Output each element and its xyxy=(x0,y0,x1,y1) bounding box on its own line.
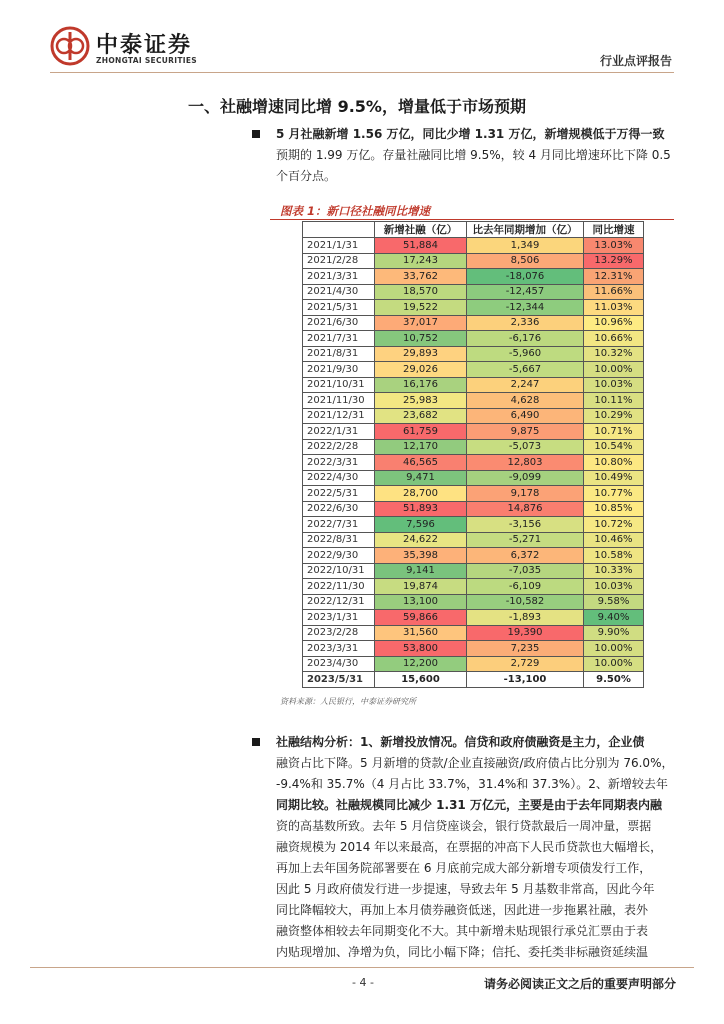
zhongtai-logo-icon xyxy=(50,26,90,66)
table-row xyxy=(303,253,644,269)
table-cell-date: 2022/8/31 xyxy=(303,532,375,548)
table-cell-date: 2021/4/30 xyxy=(303,284,375,300)
table-cell-new-financing: 31,560 xyxy=(375,625,467,641)
table-cell-date: 2022/7/31 xyxy=(303,517,375,533)
table-cell-new-financing: 9,471 xyxy=(375,470,467,486)
table-cell-date: 2021/2/28 xyxy=(303,253,375,269)
table-cell-new-financing: 24,622 xyxy=(375,532,467,548)
table-row xyxy=(303,439,644,455)
table-cell-yoy-change: 6,490 xyxy=(467,408,584,424)
table-cell-yoy-change: 2,729 xyxy=(467,656,584,672)
summary-line: 5 月社融新增 1.56 万亿，同比少增 1.31 万亿，新增规模低于万得一致 xyxy=(276,127,665,141)
table-cell-yoy-change: 14,876 xyxy=(467,501,584,517)
table-row xyxy=(303,455,644,471)
analysis-line: 融资整体相较去年同期变化不大。其中新增未贴现银行承兑汇票由于表 xyxy=(276,924,649,938)
table-row xyxy=(303,563,644,579)
table-cell-yoy-change: 19,390 xyxy=(467,625,584,641)
table-cell-yoy-change: -1,893 xyxy=(467,610,584,626)
table-row xyxy=(303,238,644,254)
table-cell-yoy-change: -10,582 xyxy=(467,594,584,610)
table-cell-date: 2022/4/30 xyxy=(303,470,375,486)
table-cell-date: 2021/3/31 xyxy=(303,269,375,285)
table-cell-date: 2021/9/30 xyxy=(303,362,375,378)
analysis-line: 社融结构分析：1、新增投放情况。信贷和政府债融资是主力，企业债 xyxy=(276,735,645,749)
table-body xyxy=(303,238,644,688)
table-cell-date: 2023/4/30 xyxy=(303,656,375,672)
table-cell-new-financing: 23,682 xyxy=(375,408,467,424)
table-row xyxy=(303,362,644,378)
table-cell-date: 2021/8/31 xyxy=(303,346,375,362)
table-cell-new-financing: 15,600 xyxy=(375,672,467,688)
table-row xyxy=(303,486,644,502)
table-cell-yoy-change: -5,271 xyxy=(467,532,584,548)
company-logo xyxy=(50,26,230,72)
figure-source: 资料来源：人民银行，中泰证券研究所 xyxy=(280,697,416,706)
page-number: - 4 - xyxy=(352,976,374,989)
table-row xyxy=(303,501,644,517)
table-cell-new-financing: 61,759 xyxy=(375,424,467,440)
table-cell-yoy-change: 8,506 xyxy=(467,253,584,269)
analysis-line: 因此 5 月政府债发行进一步提速，导致去年 5 月基数非常高，因此今年 xyxy=(276,882,655,896)
table-cell-new-financing: 19,522 xyxy=(375,300,467,316)
table-cell-yoy-change: -12,457 xyxy=(467,284,584,300)
table-cell-yoy-growth: 10.29% xyxy=(584,408,644,424)
table-row xyxy=(303,532,644,548)
table-cell-date: 2021/6/30 xyxy=(303,315,375,331)
analysis-line: 融资占比下降。5 月新增的贷款/企业直接融资/政府债占比分别为 76.0%， xyxy=(276,756,674,770)
table-cell-new-financing: 37,017 xyxy=(375,315,467,331)
table-cell-date: 2022/3/31 xyxy=(303,455,375,471)
table-cell-yoy-change: 9,178 xyxy=(467,486,584,502)
table-cell-date: 2021/7/31 xyxy=(303,331,375,347)
logo-chinese-name: 中泰证券 xyxy=(96,33,193,58)
table-row xyxy=(303,672,644,688)
table-cell-date: 2022/12/31 xyxy=(303,594,375,610)
table-cell-yoy-growth: 10.72% xyxy=(584,517,644,533)
header-divider xyxy=(50,72,674,73)
table-cell-yoy-growth: 10.03% xyxy=(584,579,644,595)
table-cell-yoy-growth: 10.46% xyxy=(584,532,644,548)
table-cell-new-financing: 51,893 xyxy=(375,501,467,517)
table-cell-yoy-growth: 10.54% xyxy=(584,439,644,455)
table-cell-yoy-growth: 10.77% xyxy=(584,486,644,502)
table-cell-date: 2022/11/30 xyxy=(303,579,375,595)
table-header-date xyxy=(303,222,375,238)
table-cell-date: 2021/10/31 xyxy=(303,377,375,393)
table-row xyxy=(303,625,644,641)
table-cell-yoy-growth: 10.00% xyxy=(584,641,644,657)
figure-title-rule xyxy=(270,219,674,220)
analysis-line: 内贴现增加、净增为负，同比小幅下降；信托、委托类非标融资延续温 xyxy=(276,945,649,959)
table-cell-new-financing: 13,100 xyxy=(375,594,467,610)
table-cell-yoy-growth: 9.50% xyxy=(584,672,644,688)
table-row xyxy=(303,470,644,486)
table-cell-new-financing: 7,596 xyxy=(375,517,467,533)
table-cell-date: 2023/2/28 xyxy=(303,625,375,641)
logo-english-name: ZHONGTAI SECURITIES xyxy=(96,56,197,65)
table-row xyxy=(303,269,644,285)
table-cell-yoy-change: -18,076 xyxy=(467,269,584,285)
table-cell-yoy-growth: 13.03% xyxy=(584,238,644,254)
table-cell-yoy-change: 1,349 xyxy=(467,238,584,254)
table-cell-yoy-change: -6,176 xyxy=(467,331,584,347)
table-cell-yoy-growth: 13.29% xyxy=(584,253,644,269)
figure-title: 图表 1：新口径社融同比增速 xyxy=(280,204,431,218)
table-cell-date: 2023/5/31 xyxy=(303,672,375,688)
table-cell-new-financing: 9,141 xyxy=(375,563,467,579)
table-cell-yoy-growth: 10.96% xyxy=(584,315,644,331)
table-cell-date: 2023/3/31 xyxy=(303,641,375,657)
footer-disclaimer: 请务必阅读正文之后的重要声明部分 xyxy=(483,977,676,991)
table-cell-yoy-growth: 10.85% xyxy=(584,501,644,517)
table-cell-yoy-growth: 9.58% xyxy=(584,594,644,610)
table-cell-new-financing: 29,893 xyxy=(375,346,467,362)
table-row xyxy=(303,284,644,300)
analysis-line: 融资规模为 2014 年以来最高，在票据的冲高下人民币贷款也大幅增长， xyxy=(276,840,663,854)
table-cell-date: 2023/1/31 xyxy=(303,610,375,626)
table-row xyxy=(303,517,644,533)
table-row xyxy=(303,656,644,672)
table-row xyxy=(303,346,644,362)
table-cell-new-financing: 59,866 xyxy=(375,610,467,626)
table-cell-yoy-growth: 10.71% xyxy=(584,424,644,440)
table-cell-yoy-change: 12,803 xyxy=(467,455,584,471)
analysis-paragraph xyxy=(276,732,676,963)
table-cell-yoy-change: -5,073 xyxy=(467,439,584,455)
table-cell-new-financing: 19,874 xyxy=(375,579,467,595)
table-cell-date: 2022/10/31 xyxy=(303,563,375,579)
table-cell-yoy-change: 2,247 xyxy=(467,377,584,393)
table-row xyxy=(303,548,644,564)
table-cell-yoy-growth: 12.31% xyxy=(584,269,644,285)
table-cell-yoy-growth: 10.11% xyxy=(584,393,644,409)
analysis-line: 再加上去年国务院部署要在 6 月底前完成大部分新增专项债发行工作， xyxy=(276,861,652,875)
table-cell-yoy-change: 7,235 xyxy=(467,641,584,657)
table-row xyxy=(303,579,644,595)
bullet-icon xyxy=(252,130,260,138)
table-cell-date: 2021/11/30 xyxy=(303,393,375,409)
summary-line: 预期的 1.99 万亿。存量社融同比增 9.5%，较 4 月同比增速环比下降 0.5 xyxy=(276,148,671,162)
analysis-line: 同比降幅较大，再加上本月债券融资低迷，因此进一步拖累社融，表外 xyxy=(276,903,649,917)
table-cell-new-financing: 25,983 xyxy=(375,393,467,409)
table-cell-yoy-growth: 10.32% xyxy=(584,346,644,362)
table-row xyxy=(303,594,644,610)
table-cell-date: 2022/2/28 xyxy=(303,439,375,455)
analysis-line: -9.4%和 35.7%（4 月占比 33.7%，31.4%和 37.3%）。2、新增较去年 xyxy=(276,777,668,791)
table-header-new-financing: 新增社融（亿） xyxy=(375,222,467,238)
table-cell-date: 2022/5/31 xyxy=(303,486,375,502)
table-cell-yoy-growth: 11.03% xyxy=(584,300,644,316)
table-cell-new-financing: 46,565 xyxy=(375,455,467,471)
table-cell-new-financing: 12,200 xyxy=(375,656,467,672)
table-cell-yoy-change: -5,667 xyxy=(467,362,584,378)
table-cell-yoy-change: -3,156 xyxy=(467,517,584,533)
table-cell-date: 2021/5/31 xyxy=(303,300,375,316)
summary-paragraph xyxy=(276,124,676,187)
table-cell-yoy-change: -7,035 xyxy=(467,563,584,579)
table-header-yoy-growth: 同比增速 xyxy=(584,222,644,238)
table-cell-new-financing: 17,243 xyxy=(375,253,467,269)
table-row xyxy=(303,300,644,316)
table-cell-yoy-change: -9,099 xyxy=(467,470,584,486)
footer-divider xyxy=(30,967,694,968)
table-row xyxy=(303,315,644,331)
analysis-line: 资的高基数所致。去年 5 月信贷座谈会，银行贷款最后一周冲量，票据 xyxy=(276,819,652,833)
table-row xyxy=(303,641,644,657)
table-cell-yoy-growth: 9.40% xyxy=(584,610,644,626)
table-header-yoy-change: 比去年同期增加（亿） xyxy=(467,222,584,238)
table-cell-new-financing: 28,700 xyxy=(375,486,467,502)
table-cell-new-financing: 35,398 xyxy=(375,548,467,564)
table-cell-new-financing: 29,026 xyxy=(375,362,467,378)
table-cell-yoy-change: -6,109 xyxy=(467,579,584,595)
table-cell-new-financing: 12,170 xyxy=(375,439,467,455)
table-cell-yoy-change: -13,100 xyxy=(467,672,584,688)
table-cell-yoy-growth: 10.66% xyxy=(584,331,644,347)
table-cell-date: 2021/1/31 xyxy=(303,238,375,254)
table-cell-yoy-growth: 11.66% xyxy=(584,284,644,300)
table-cell-yoy-change: 4,628 xyxy=(467,393,584,409)
table-cell-date: 2021/12/31 xyxy=(303,408,375,424)
table-cell-date: 2022/1/31 xyxy=(303,424,375,440)
table-cell-yoy-growth: 10.80% xyxy=(584,455,644,471)
table-cell-date: 2022/6/30 xyxy=(303,501,375,517)
table-cell-new-financing: 33,762 xyxy=(375,269,467,285)
table-cell-yoy-growth: 10.00% xyxy=(584,362,644,378)
social-financing-table xyxy=(302,221,644,688)
summary-line: 个百分点。 xyxy=(276,169,337,183)
table-cell-yoy-growth: 10.03% xyxy=(584,377,644,393)
table-row xyxy=(303,331,644,347)
table-cell-yoy-change: 9,875 xyxy=(467,424,584,440)
table-header-row xyxy=(303,222,644,238)
table-cell-yoy-growth: 10.49% xyxy=(584,470,644,486)
page-header xyxy=(0,0,724,80)
table-cell-new-financing: 51,884 xyxy=(375,238,467,254)
table-cell-yoy-growth: 10.58% xyxy=(584,548,644,564)
section-title: 一、社融增速同比增 9.5%，增量低于市场预期 xyxy=(188,97,526,116)
table-cell-new-financing: 10,752 xyxy=(375,331,467,347)
table-cell-new-financing: 53,800 xyxy=(375,641,467,657)
table-cell-yoy-growth: 10.00% xyxy=(584,656,644,672)
analysis-line: 同期比较。社融规模同比减少 1.31 万亿元，主要是由于去年同期表内融 xyxy=(276,798,662,812)
table-cell-new-financing: 16,176 xyxy=(375,377,467,393)
table-row xyxy=(303,408,644,424)
table-cell-yoy-change: -5,960 xyxy=(467,346,584,362)
report-type-label: 行业点评报告 xyxy=(599,54,672,68)
table-cell-date: 2022/9/30 xyxy=(303,548,375,564)
table-cell-yoy-change: -12,344 xyxy=(467,300,584,316)
table-row xyxy=(303,424,644,440)
table-row xyxy=(303,377,644,393)
table-cell-yoy-growth: 9.90% xyxy=(584,625,644,641)
table-cell-yoy-growth: 10.33% xyxy=(584,563,644,579)
table-cell-yoy-change: 2,336 xyxy=(467,315,584,331)
table-row xyxy=(303,610,644,626)
table-cell-yoy-change: 6,372 xyxy=(467,548,584,564)
table-row xyxy=(303,393,644,409)
table-cell-new-financing: 18,570 xyxy=(375,284,467,300)
bullet-icon xyxy=(252,738,260,746)
